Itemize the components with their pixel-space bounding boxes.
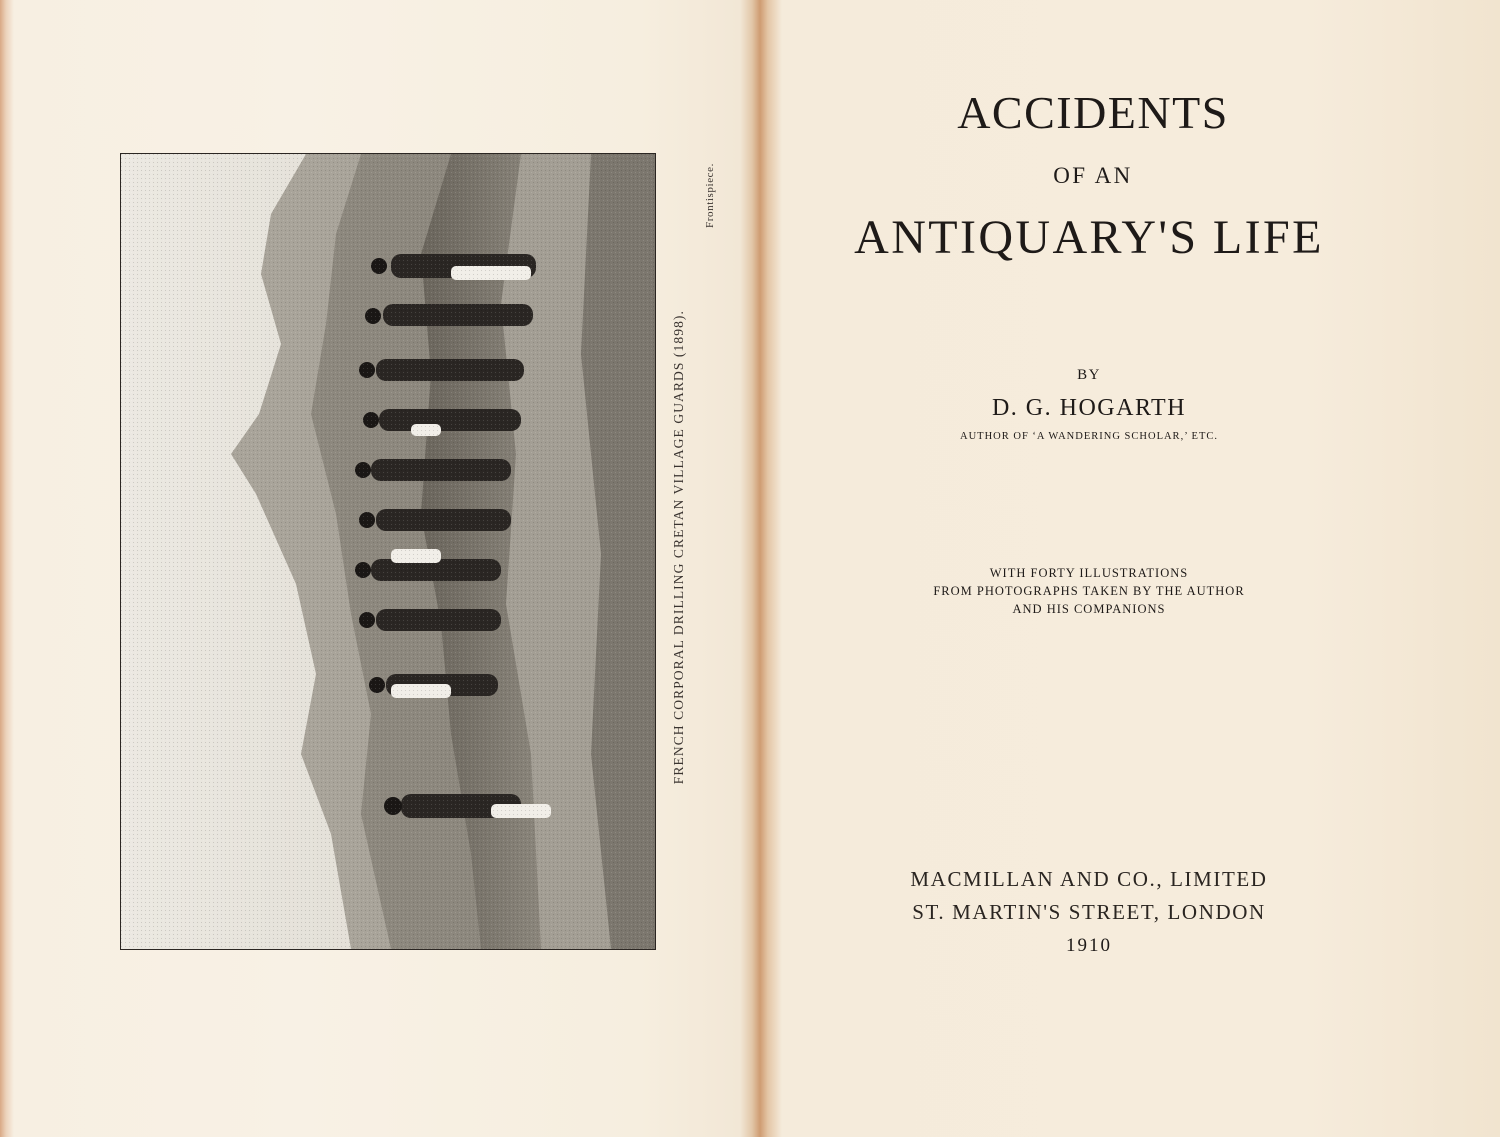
caption-text: FRENCH CORPORAL DRILLING CRETAN VILLAGE GUARDS (1898). bbox=[671, 310, 686, 785]
title-line-3: ANTIQUARY'S LIFE bbox=[854, 211, 1324, 264]
frontispiece-caption bbox=[662, 310, 696, 785]
frontispiece-label bbox=[700, 155, 720, 235]
illustrations-line-3: AND HIS COMPANIONS bbox=[1012, 602, 1166, 616]
by-line: BY bbox=[1077, 367, 1101, 383]
publisher-line-2: ST. MARTIN'S STREET, LONDON bbox=[912, 900, 1266, 924]
title-page bbox=[762, 0, 1500, 1137]
frontispiece-label-text: Frontispiece. bbox=[704, 162, 716, 228]
publication-year: 1910 bbox=[1066, 935, 1112, 956]
title-line-2: OF AN bbox=[1053, 163, 1133, 188]
author-name: D. G. HOGARTH bbox=[991, 395, 1187, 421]
frontispiece-photograph bbox=[120, 153, 656, 950]
title-line-1: ACCIDENTS bbox=[957, 87, 1229, 138]
author-note: AUTHOR OF ‘A WANDERING SCHOLAR,’ ETC. bbox=[960, 431, 1218, 442]
illustrations-line-1: WITH FORTY ILLUSTRATIONS bbox=[989, 566, 1189, 580]
publisher-line-1: MACMILLAN AND CO., LIMITED bbox=[910, 867, 1268, 891]
photograph-icon bbox=[121, 154, 655, 949]
illustrations-line-2: FROM PHOTOGRAPHS TAKEN BY THE AUTHOR bbox=[933, 584, 1245, 598]
